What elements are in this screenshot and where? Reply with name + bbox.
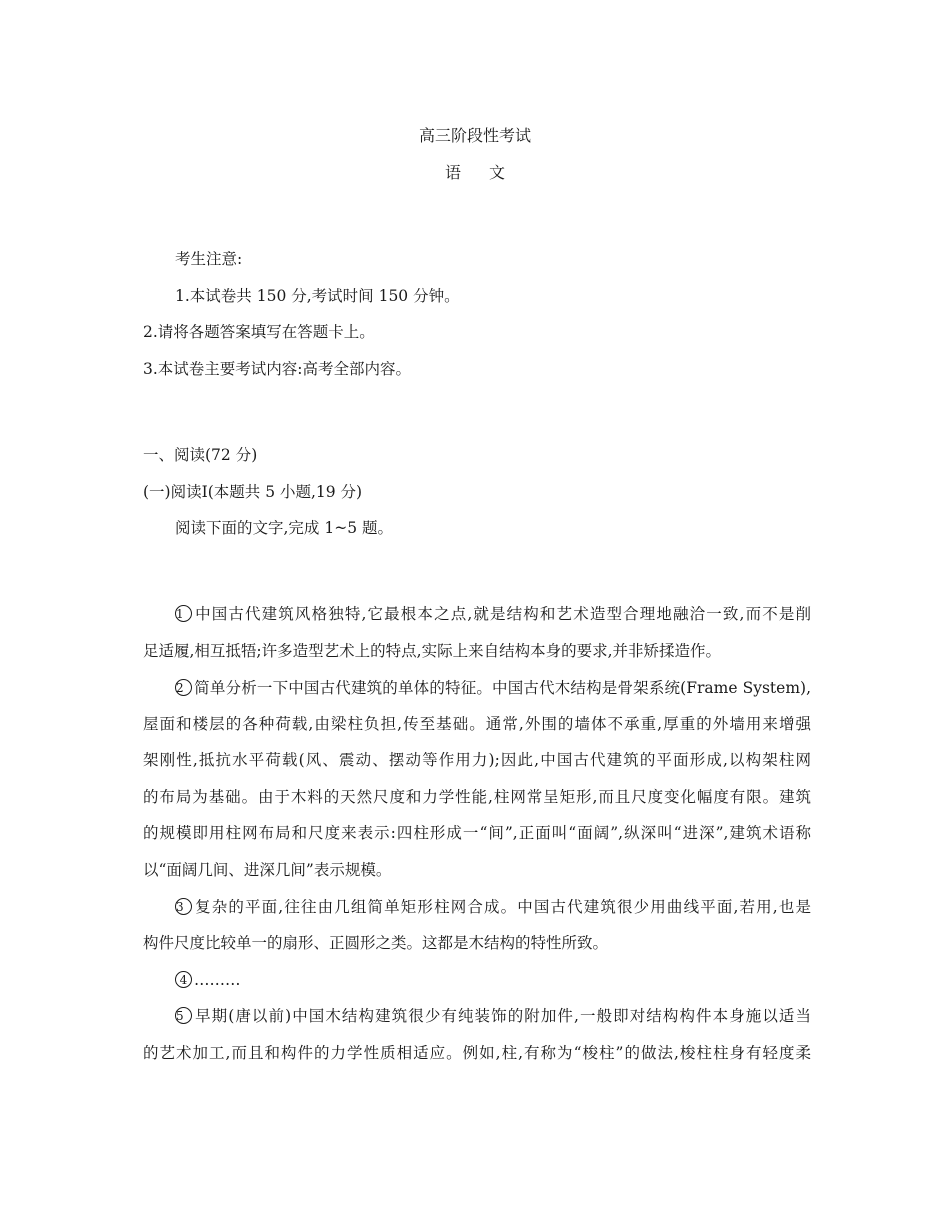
paragraph-2-line-1: 2 简单分析一下中国古代建筑的单体的特征。中国古代木结构是骨架系统(Frame System), (176, 679, 811, 697)
paragraph-2-line-3: 架刚性,抵抗水平荷载(风、震动、摆动等作用力);因此,中国古代建筑的平面形成,以构架柱网 (143, 751, 811, 769)
section-subheading: (一)阅读I(本题共 5 小题,19 分) (143, 483, 363, 501)
paragraph-3-line-2: 构件尺度比较单一的扇形、正圆形之类。这都是木结构的特性所致。 (143, 934, 609, 952)
subject-title (0, 163, 950, 183)
paragraph-5-line-1: 5 早期(唐以前)中国木结构建筑很少有纯装饰的附加件,一般即对结构构件本身施以适当 (176, 1007, 811, 1025)
notice-item-3: 3.本试卷主要考试内容:高考全部内容。 (143, 360, 412, 378)
section-instruction: 阅读下面的文字,完成 1~5 题。 (175, 519, 393, 537)
paragraph-4-line-1: 4 ……… (175, 970, 811, 990)
paragraph-2-line-4: 的布局为基础。由于木料的天然尺度和力学性能,柱网常呈矩形,而且尺度变化幅度有限。建筑 (143, 788, 811, 806)
paragraph-number-2: 2 (175, 679, 192, 696)
notice-item-1: 1.本试卷共 150 分,考试时间 150 分钟。 (175, 287, 460, 305)
subject-char-2: 文 (489, 163, 506, 182)
paragraph-5-line-2: 的艺术加工,而且和构件的力学性质相适应。例如,柱,有称为“梭柱”的做法,梭柱柱身有轻度柔 (143, 1044, 811, 1062)
paragraph-2-line-5: 的规模即用柱网布局和尺度来表示:四柱形成一“间”,正面叫“面阔”,纵深叫“进深”,建筑术语称 (143, 824, 811, 842)
exam-title: 高三阶段性考试 (418, 126, 531, 145)
section-heading: 一、阅读(72 分) (143, 446, 258, 464)
notice-heading: 考生注意: (175, 250, 243, 268)
paragraph-1-line-1: 1 中国古代建筑风格独特,它最根本之点,就是结构和艺术造型合理地融洽一致,而不是削 (176, 605, 811, 623)
paragraph-3-line-1: 3 复杂的平面,往往由几组简单矩形柱网合成。中国古代建筑很少用曲线平面,若用,也是 (176, 898, 811, 916)
paragraph-number-1: 1 (175, 605, 192, 622)
paragraph-1-line-2: 足适履,相互抵牾;许多造型艺术上的特点,实际上来自结构本身的要求,并非矫揉造作。 (143, 642, 722, 660)
paragraph-number-3: 3 (175, 898, 192, 915)
paragraph-number-4: 4 (175, 971, 192, 988)
paragraph-2-line-2: 屋面和楼层的各种荷载,由梁柱负担,传至基础。通常,外围的墙体不承重,厚重的外墙用来增强 (143, 715, 811, 733)
paragraph-2-line-6: 以“面阔几间、进深几间”表示规模。 (143, 861, 392, 879)
notice-item-2: 2.请将各题答案填写在答题卡上。 (143, 323, 375, 341)
subject-char-1: 语 (444, 163, 461, 182)
paragraph-number-5: 5 (175, 1007, 192, 1024)
